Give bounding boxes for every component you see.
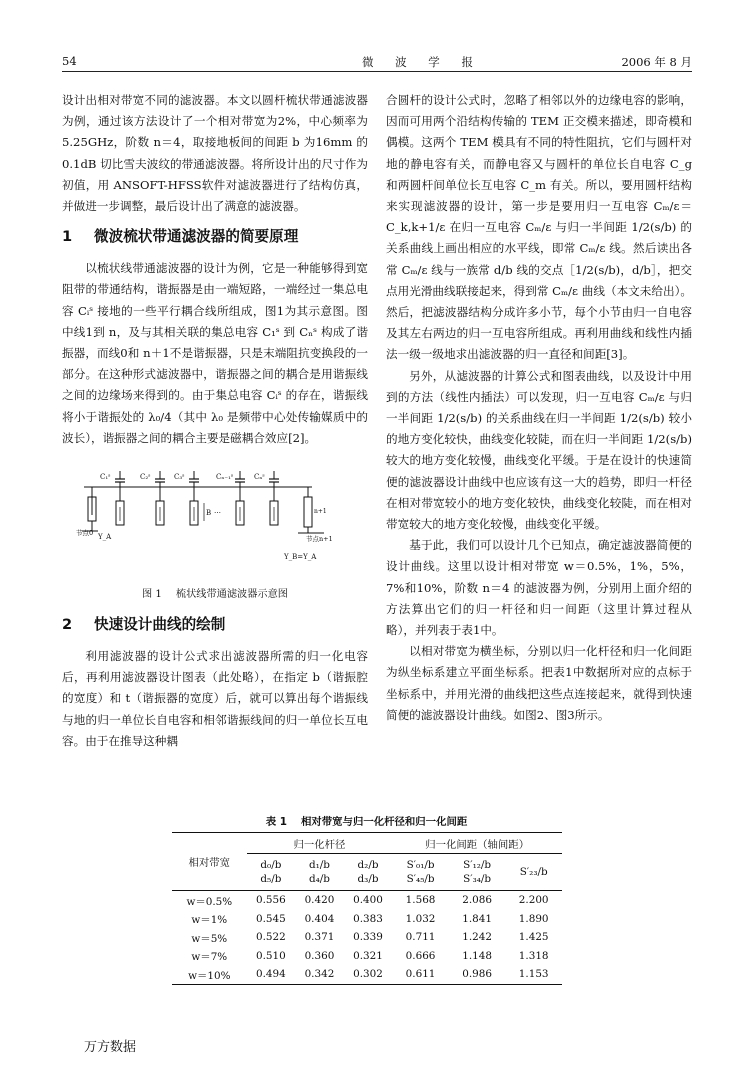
capacitor-c2 — [140, 471, 165, 525]
ya-label: Y_A — [98, 533, 112, 542]
table-cell: 1.148 — [462, 949, 492, 962]
sub-header: d₁/b d₄/b — [295, 854, 344, 891]
page-number: 54 — [62, 54, 77, 68]
table-cell: 1.153 — [505, 965, 562, 984]
output-line-n1 — [283, 487, 333, 561]
table-cell: w＝7% — [191, 951, 228, 964]
table-cell: 1.425 — [518, 931, 549, 944]
table-cell: 0.545 — [256, 912, 286, 925]
input-line-0 — [76, 487, 112, 541]
section-2-heading — [62, 613, 368, 637]
section-1-title: 微波梳状带通滤波器的简要原理 — [94, 228, 299, 246]
table-1 — [172, 832, 562, 985]
table-cell: w＝5% — [191, 932, 228, 945]
capacitor-cn-1 — [216, 471, 245, 525]
capacitor-c1 — [100, 471, 125, 525]
table-cell: w＝0.5% — [186, 895, 233, 908]
table-1-caption-text: 相对带宽与归一化杆径和归一化间距 — [301, 816, 468, 828]
table-cell: 1.568 — [405, 894, 436, 907]
yb-label: Y_B=Y_A — [284, 553, 317, 562]
figure-1-caption — [62, 587, 368, 603]
table-row — [172, 965, 562, 984]
table-cell: 0.400 — [353, 894, 383, 907]
section-2-paragraph: 利用滤波器的设计公式求出滤波器所需的归一化电容后，再利用滤波器设计图表（此处略），在指定 b（谐振腔的宽度）和 t（谐振器的宽度）后，就可以算出每个谐振线与地的归一单位长自电容和相邻谐振线间的归一单位长互电容。由于在推导这种耦 — [62, 649, 368, 748]
row-header: 相对带宽 — [172, 833, 247, 891]
issue-date: 2006 年 8 月 — [621, 55, 692, 69]
table-cell: 0.666 — [405, 949, 436, 962]
table-cell: 0.342 — [295, 965, 344, 984]
section-1-heading — [62, 225, 368, 249]
table-cell: 1.841 — [462, 912, 492, 925]
journal-name: 微 波 学 报 — [362, 55, 482, 69]
running-header — [62, 54, 692, 72]
cn-label: Cₙˢ — [254, 473, 265, 482]
table-cell: 1.890 — [518, 912, 549, 925]
table-cell: 2.200 — [518, 894, 549, 907]
header-rule — [62, 71, 692, 72]
dots-label: … — [214, 507, 221, 516]
capacitor-c3 — [174, 471, 199, 525]
figure-1-number: 图 1 — [142, 589, 162, 601]
table-row — [172, 928, 562, 947]
sub-header: S′₀₁/b S′₄₅/b — [392, 854, 449, 891]
sub-header: d₀/b d₅/b — [247, 854, 296, 891]
n1-label: n+1 — [314, 508, 327, 516]
table-row — [172, 947, 562, 966]
table-cell: 0.360 — [304, 949, 335, 962]
c1-label: C₁ˢ — [100, 473, 111, 482]
table-cell: 0.611 — [392, 965, 449, 984]
left-column — [62, 90, 368, 752]
table-cell: 1.318 — [518, 949, 549, 962]
table-1-number: 表 1 — [265, 816, 287, 828]
table-cell: 0.339 — [353, 931, 383, 944]
table-cell: 0.420 — [304, 894, 335, 907]
figure-1 — [62, 457, 368, 585]
node-0-label: 节点0 — [76, 529, 94, 538]
b-label: B — [206, 509, 212, 518]
table-cell: 1.242 — [462, 931, 492, 944]
cn-1-label: Cₙ₋₁ˢ — [216, 473, 234, 482]
table-cell: w＝10% — [172, 965, 247, 984]
table-cell: 2.086 — [462, 894, 492, 907]
right-paragraph-3: 基于此，我们可以设计几个已知点，确定滤波器简便的设计曲线。这里以设计相对带宽 w＝0.5%，1%，5%，7%和10%，阶数 n＝4 的滤波器为例，分别用上面介绍的方法算出它们的归一杆径和归一间距（这里计算过程从略），并列表于表1中。 — [386, 538, 692, 638]
table-cell: 0.494 — [247, 965, 296, 984]
c3-label: C₃ˢ — [174, 473, 185, 482]
right-paragraph-4: 以相对带宽为横坐标，分别以归一化杆径和归一化间距为纵坐标系建立平面坐标系。把表1中数据所对应的点标于坐标系中，并用光滑的曲线把这些点连接起来，就得到快速简便的滤波器设计曲线。如图2、图3所示。 — [386, 644, 692, 722]
c2-label: C₂ˢ — [140, 473, 151, 482]
node-n1-label: 节点n+1 — [306, 535, 333, 544]
table-cell: 0.371 — [304, 931, 335, 944]
table-cell: 0.510 — [256, 949, 286, 962]
table-cell: 0.986 — [449, 965, 506, 984]
table-cell: 0.321 — [353, 949, 383, 962]
table-header-row — [172, 833, 562, 854]
right-paragraph-2: 另外，从滤波器的计算公式和图表曲线，以及设计中用到的方法（线性内插法）可以发现，归一互电容 Cₘ/ε 与归一半间距 1/2(s/b) 的关系曲线在归一半间距 1/2(s/b) 较小的地方变化较快，曲线变化较陡，而在归一半间距 1/2(s/b) 较大的地方变化较慢，曲线变化平缓。于是在设计的快速简便的滤波器设计曲线中也应该有这一大的趋势，即归一杆径在相对带宽较小的地方变化较快，曲线变化较陡，而在相对带宽较大的地方变化较慢，曲线变化平缓。 — [386, 368, 692, 532]
table-cell: 0.383 — [353, 912, 383, 925]
figure-1-caption-text: 梳状线带通滤波器示意图 — [175, 589, 288, 601]
table-cell: 0.556 — [256, 894, 286, 907]
table-1-caption — [0, 813, 733, 828]
table-cell: 0.522 — [256, 931, 286, 944]
table-row — [172, 910, 562, 929]
table-cell: 0.302 — [344, 965, 393, 984]
table-cell: 0.711 — [405, 931, 436, 944]
table-cell: 1.032 — [405, 912, 436, 925]
sub-header: d₂/b d₃/b — [344, 854, 393, 891]
intro-paragraph: 设计出相对带宽不同的滤波器。本文以圆杆梳状带通滤波器为例，通过该方法设计了一个相对带宽为2%，中心频率为5.25GHz，阶数 n＝4，取接地板间的间距 b 为16mm 的0.1dB 切比雪夫波纹的带通滤波器。将所设计出的尺寸作为初值，用 ANSOFT-HFSS软件对滤波器进行了结构仿真，并做进一步调整，最后设计出了满意的滤波器。 — [62, 93, 368, 214]
capacitor-cn — [254, 471, 279, 525]
group-header-spacing: 归一化间距（轴间距） — [392, 833, 562, 854]
table-cell: w＝1% — [191, 914, 228, 927]
section-2-title: 快速设计曲线的绘制 — [94, 616, 226, 634]
table-row — [172, 891, 562, 910]
comb-filter-schematic — [62, 457, 368, 585]
watermark: 万方数据 — [84, 1040, 137, 1055]
sub-header: S′₂₃/b — [505, 854, 562, 891]
section-1-paragraph: 以梳状线带通滤波器的设计为例，它是一种能够得到宽阻带的带通结构，谐振器是由一端短路，一端经过一集总电容 Cᵢˢ 接地的一些平行耦合线所组成，图1为其示意图。图中线1到 n，及与其相关联的集总电容 C₁ˢ 到 Cₙˢ 构成了谐振器，而线0和 n＋1不是谐振器，只是末端阻抗变换段的一部分。在这种形式滤波器中，谐振器之间的耦合是用谐振线之间的边缘场来得到的。由于集总电容 Cᵢˢ 的存在，谐振线将小于谐振处的 λ₀/4（其中 λ₀ 是频带中心处传输媒质中的波长），谐振器之间的耦合主要是磁耦合效应[2]。 — [62, 261, 368, 445]
right-paragraph-1: 合圆杆的设计公式时，忽略了相邻以外的边缘电容的影响，因而可用两个沿结构传输的 TEM 正交模来描述，即奇模和偶模。这两个 TEM 模具有不同的特性阻抗，它们与圆杆对地的静电容有关，而静电容又与圆杆的单位长自电容 C_g 和两圆杆间单位长互电容 C_m 有关。所以，要用圆杆结构来实现滤波器的设计，第一步是要用归一互电容 Cₘ/ε＝C_k,k+1/ε 在归一互电容 Cₘ/ε 与归一半间距 1/2(s/b) 的关系曲线上画出相应的水平线，即常 Cₘ/ε 线。然后读出各常 Cₘ/ε 线与一族常 d/b 线的交点［1/2(s/b)，d/b］，把交点用光滑曲线联接起来，得到常 Cₘ/ε 曲线（本文未给出）。然后，把滤波器结构分成许多小节，每个小节由归一自电容及其左右两边的归一互电容所组成。再利用曲线和线性内插法一级一级地求出滤波器的归一直径和间距[3]。 — [386, 93, 692, 362]
section-1-number: 1 — [62, 228, 73, 246]
group-header-diameter: 归一化杆径 — [247, 833, 393, 854]
right-column — [386, 90, 692, 726]
sub-header: S′₁₂/b S′₃₄/b — [449, 854, 506, 891]
section-2-number: 2 — [62, 616, 73, 634]
table-cell: 0.404 — [304, 912, 335, 925]
